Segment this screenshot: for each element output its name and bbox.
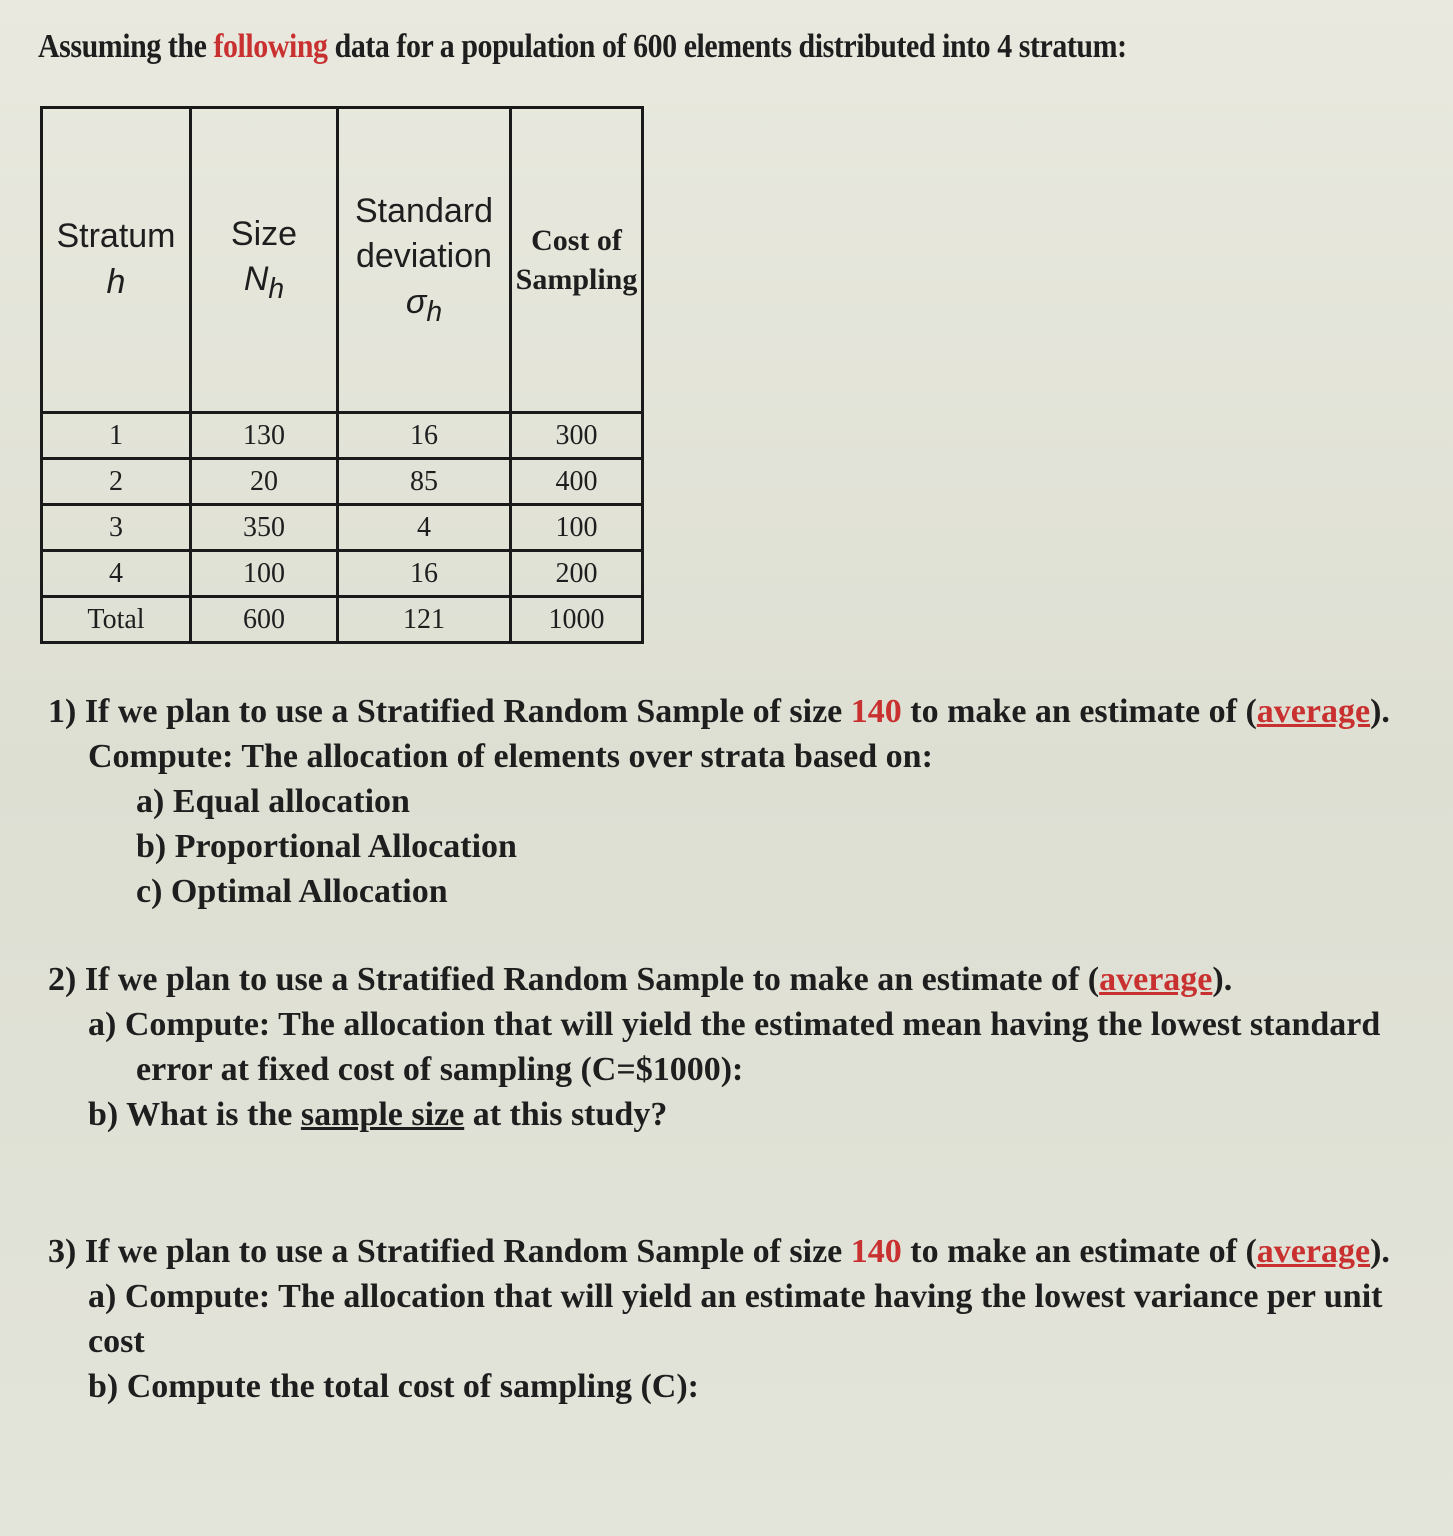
table-row xyxy=(42,505,643,551)
cell-sd: 16 xyxy=(338,551,511,597)
q1-average: average xyxy=(1256,693,1371,730)
q2b-end: at this study? xyxy=(464,1096,668,1133)
table-row xyxy=(42,551,643,597)
q1-option-a: a) Equal allocation xyxy=(136,782,410,820)
q3-end: ). xyxy=(1370,1232,1390,1270)
cell-cost: 400 xyxy=(511,459,643,505)
cell-sd: 121 xyxy=(338,597,511,643)
header-stratum-label: Stratum xyxy=(56,217,176,256)
cell-stratum: 4 xyxy=(42,551,191,597)
cell-sd: 4 xyxy=(338,505,511,551)
header-cost-label-2: Sampling xyxy=(515,263,638,296)
q3-option-b: b) Compute the total cost of sampling (C): xyxy=(88,1367,700,1405)
size-symbol-main: N xyxy=(243,260,269,299)
q3-text-2: to make an estimate of ( xyxy=(901,1232,1257,1270)
title-text-1: Assuming the xyxy=(38,28,214,65)
q1-option-c: c) Optimal Allocation xyxy=(136,872,448,910)
strata-table xyxy=(40,106,644,644)
q2-average: average xyxy=(1099,961,1213,999)
cell-sd: 85 xyxy=(338,459,511,505)
questions xyxy=(48,690,1438,1409)
q1-compute: Compute: The allocation of elements over strata based on: xyxy=(88,737,933,775)
cell-stratum: 1 xyxy=(42,413,191,459)
question-3 xyxy=(48,1230,1438,1275)
q3-text: 3) If we plan to use a Stratified Random Sample of size xyxy=(48,1232,851,1270)
q2-option-a-cont: error at fixed cost of sampling (C=$1000): xyxy=(136,1051,744,1089)
cell-size: 130 xyxy=(191,413,338,459)
header-cost-label-1: Cost of xyxy=(531,224,622,257)
sd-symbol-main: σ xyxy=(405,283,427,322)
q3-option-a: a) Compute: The allocation that will yield an estimate having the lowest variance per unit cost xyxy=(88,1277,1383,1360)
header-stratum-symbol: h xyxy=(106,263,126,301)
q1-end: ). xyxy=(1370,693,1390,730)
header-sd xyxy=(338,108,511,413)
header-sd-label-1: Standard xyxy=(355,191,493,230)
title-highlight: following xyxy=(213,28,328,65)
header-size-symbol xyxy=(192,257,336,308)
q2b-text: b) What is the xyxy=(88,1096,301,1133)
table-row xyxy=(42,413,643,459)
cell-size: 600 xyxy=(191,597,338,643)
cell-cost: 1000 xyxy=(511,597,643,643)
page-title xyxy=(38,28,1127,66)
table-header-row xyxy=(42,108,643,413)
header-size-label: Size xyxy=(230,214,298,253)
q3-average: average xyxy=(1256,1232,1371,1270)
cell-size: 350 xyxy=(191,505,338,551)
q1-text: 1) If we plan to use a Stratified Random Sample of size xyxy=(48,693,851,730)
q2b-sample-size: sample size xyxy=(300,1096,465,1133)
cell-stratum: 2 xyxy=(42,459,191,505)
q2-option-b xyxy=(88,1093,1438,1138)
sd-symbol-sub: h xyxy=(426,296,443,329)
q1-sample-size: 140 xyxy=(850,693,902,730)
q2-text: 2) If we plan to use a Stratified Random Sample to make an estimate of ( xyxy=(48,961,1100,999)
question-2 xyxy=(48,958,1438,1003)
cell-sd: 16 xyxy=(338,413,511,459)
cell-size: 20 xyxy=(191,459,338,505)
size-symbol-sub: h xyxy=(268,273,285,306)
header-sd-symbol xyxy=(339,280,509,331)
header-size xyxy=(191,108,338,413)
table-total-row xyxy=(42,597,643,643)
header-sd-label-2: deviation xyxy=(355,237,493,276)
title-text-2: data for a population of 600 elements distributed into 4 stratum: xyxy=(327,28,1127,65)
table-row xyxy=(42,459,643,505)
q2-end: ). xyxy=(1212,961,1233,999)
q2-option-a: a) Compute: The allocation that will yield the estimated mean having the lowest standard xyxy=(88,1006,1381,1044)
header-stratum xyxy=(42,108,191,413)
cell-cost: 200 xyxy=(511,551,643,597)
cell-cost: 100 xyxy=(511,505,643,551)
cell-size: 100 xyxy=(191,551,338,597)
question-1 xyxy=(48,690,1438,735)
cell-stratum: 3 xyxy=(42,505,191,551)
cell-stratum: Total xyxy=(42,597,191,643)
header-cost xyxy=(511,108,643,413)
cell-cost: 300 xyxy=(511,413,643,459)
q3-sample-size: 140 xyxy=(850,1232,902,1270)
q1-text-2: to make an estimate of ( xyxy=(901,693,1257,730)
q1-option-b: b) Proportional Allocation xyxy=(136,827,517,865)
